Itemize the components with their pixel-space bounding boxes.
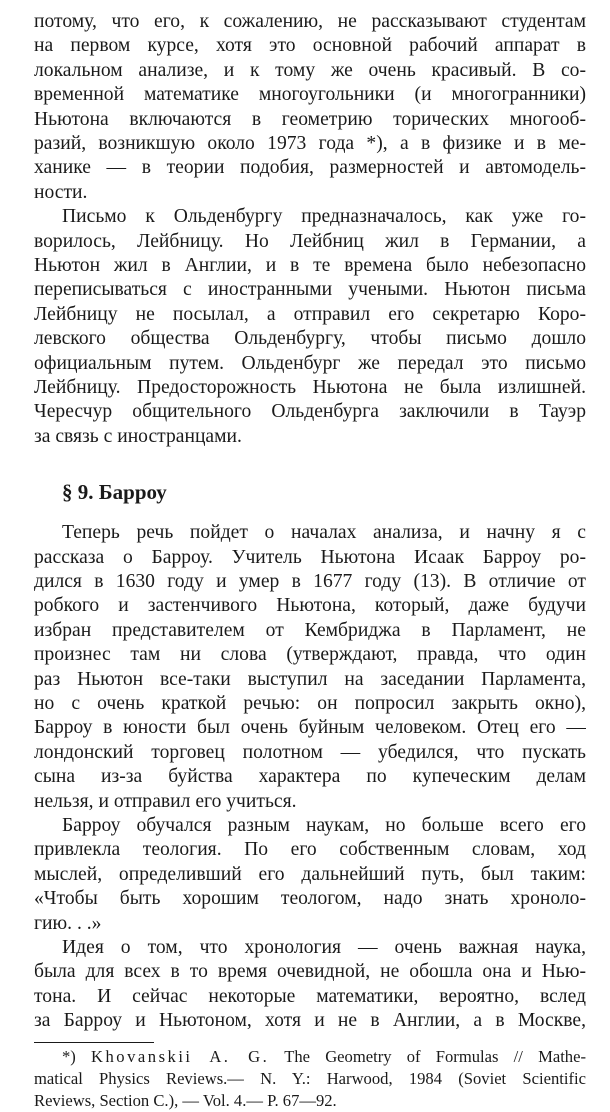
section-heading: § 9. Барроу <box>62 480 167 504</box>
text-line: была для всех в то время очевидной, не обошла она и Нью- <box>34 961 586 982</box>
footnote-text: The Geometry of Formulas // Mathe- <box>284 1047 586 1066</box>
text-line: Барроу обучался разным наукам, но больше всего его <box>62 815 586 836</box>
footnote-line: matical Physics Reviews.— N. Y.: Harwood, 1984 (Soviet Scientific <box>34 1069 586 1088</box>
text-line: тона. И сейчас некоторые математики, вероятно, вслед <box>34 986 586 1007</box>
text-line: Лейбницу не посылал, а отправил его секретарю Коро- <box>34 304 586 325</box>
text-line: Лейбницу. Предосторожность Ньютона не была излишней. <box>34 377 586 398</box>
footnote-rule <box>34 1042 154 1043</box>
text-line: нельзя, и отправил его учиться. <box>34 791 297 812</box>
text-line: потому, что его, к сожалению, не рассказывают студентам <box>34 11 586 32</box>
text-line: рассказа о Барроу. Учитель Ньютона Исаак Барроу ро- <box>34 547 586 568</box>
text-line: ности. <box>34 182 88 203</box>
text-line: официальным путем. Ольденбург же передал это письмо <box>34 353 586 374</box>
text-line: «Чтобы быть хорошим теологом, надо знать хроноло- <box>34 888 586 909</box>
text-line: дился в 1630 году и умер в 1677 году (13). В отличие от <box>34 571 586 592</box>
text-line: ханике — в теории подобия, размерностей и автомодель- <box>34 157 586 178</box>
text-line: Письмо к Ольденбургу предназначалось, как уже го- <box>62 206 586 227</box>
footnote-line <box>62 1046 586 1068</box>
text-line: но с очень краткой речью: он попросил закрыть окно), <box>34 693 586 714</box>
text-line: ворилось, Лейбницу. Но Лейбниц жил в Германии, а <box>34 231 586 252</box>
text-line: произнес там ни слова (утверждают, правда, что один <box>34 644 586 665</box>
footnote-line: Reviews, Section C.), — Vol. 4.— P. 67—92. <box>34 1091 337 1110</box>
text-line: разий, возникшую около 1973 года *), а в физике и в ме- <box>34 133 586 154</box>
text-line: сына из-за буйства характера по купеческим делам <box>34 766 586 787</box>
text-line: переписываться с иностранными учеными. Ньютон письма <box>34 279 586 300</box>
text-line: Барроу в юности был очень буйным человеком. Отец его — <box>34 717 586 738</box>
text-line: привлекла теология. По его собственным словам, ход <box>34 839 586 860</box>
text-line: Идея о том, что хронология — очень важная наука, <box>62 937 586 958</box>
footnote-author: Khovanskii A. G. <box>91 1047 270 1066</box>
text-line: Чересчур общительного Ольденбурга заключили в Тауэр <box>34 401 586 422</box>
text-line: левского общества Ольденбургу, чтобы письмо дошло <box>34 328 586 349</box>
text-line: Ньютона включаются в геометрию торических многооб- <box>34 109 586 130</box>
text-line: временной математике многоугольники (и многогранники) <box>34 84 586 105</box>
text-line: мыслей, определивший его дальнейший путь, был таким: <box>34 864 586 885</box>
text-line: на первом курсе, хотя это основной рабочий аппарат в <box>34 35 586 56</box>
text-line: избран представителем от Кембриджа в Парламент, не <box>34 620 586 641</box>
text-line: лондонский торговец полотном — убедился, что пускать <box>34 742 586 763</box>
text-line: локальном анализе, и к тому же очень красивый. В со- <box>34 60 586 81</box>
text-line: раз Ньютон все-таки выступил на заседании Парламента, <box>34 669 586 690</box>
text-line: Ньютон жил в Англии, и в те времена было небезопасно <box>34 255 586 276</box>
text-line: за связь с иностранцами. <box>34 426 242 447</box>
footnote-marker: *) <box>62 1047 76 1066</box>
text-line: гию. . .» <box>34 913 102 934</box>
text-line: за Барроу и Ньютоном, хотя и не в Англии, а в Москве, <box>34 1010 586 1031</box>
text-line: робкого и застенчивого Ньютона, который, даже будучи <box>34 595 586 616</box>
text-line: Теперь речь пойдет о началах анализа, и начну я с <box>62 522 586 543</box>
